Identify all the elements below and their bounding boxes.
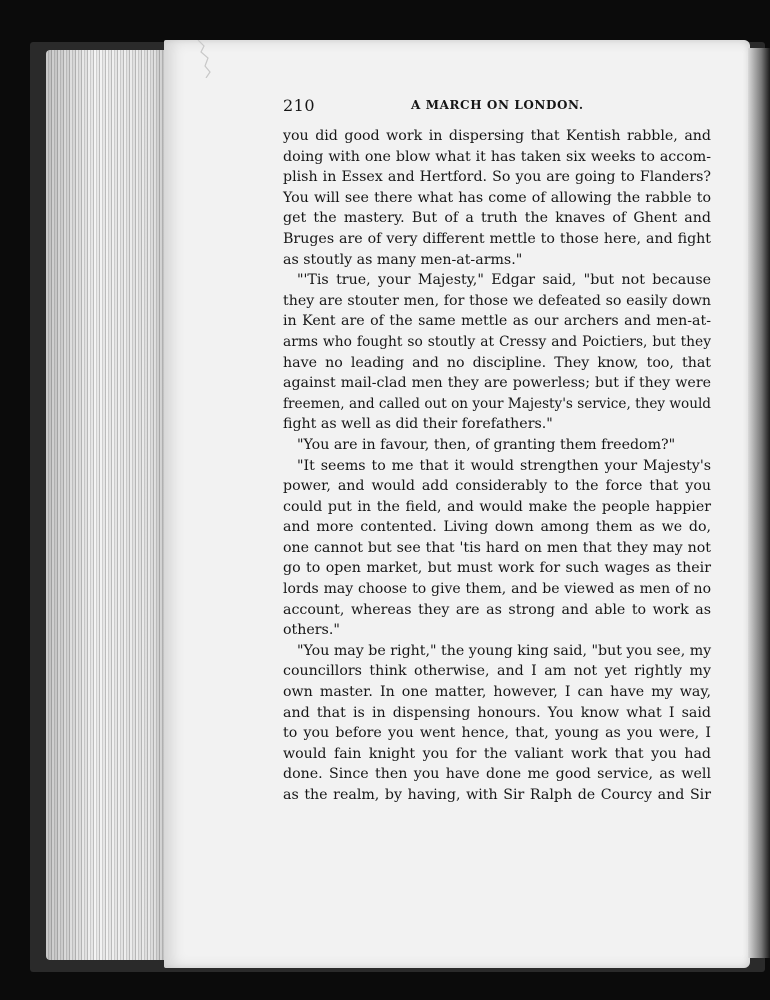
page-edges — [46, 50, 170, 960]
running-title: A MARCH ON LONDON. — [411, 98, 584, 112]
page-number: 210 — [283, 96, 316, 115]
text-line: Bruges are of very different mettle to those here, and fight — [283, 230, 711, 247]
text-line: would fain knight you for the valiant work that you had — [283, 745, 711, 762]
text-line: account, whereas they are as strong and able to work as — [283, 601, 711, 618]
text-line: lords may choose to give them, and be viewed as men of no — [283, 581, 711, 598]
text-line: you did good work in dispersing that Kentish rabble, and — [283, 128, 711, 144]
text-line: done. Since then you have done me good service, as well — [283, 766, 711, 783]
page-tear — [196, 40, 216, 78]
text-line: "'Tis true, your Majesty," Edgar said, "but not because — [297, 272, 711, 289]
text-line: as the realm, by having, with Sir Ralph de Courcy and Sir — [283, 787, 711, 803]
text-line: and more contented. Living down among them as we do, — [283, 519, 711, 536]
text-line: arms who fought so stoutly at Cressy and Poictiers, but they — [283, 333, 711, 350]
text-line: "You may be right," the young king said, "but you see, my — [297, 642, 712, 659]
text-line: own master. In one matter, however, I can have my way, — [283, 684, 711, 701]
text-line: to you before you went hence, that, young as you were, I — [283, 725, 711, 742]
text-line: plish in Essex and Hertford. So you are going to Flanders? — [283, 169, 711, 186]
text-line: they are stouter men, for those we defeated so easily down — [283, 292, 711, 309]
text-line: fight as well as did their forefathers." — [283, 416, 553, 433]
running-head — [283, 96, 711, 122]
text-line: get the mastery. But of a truth the knaves of Ghent and — [283, 210, 711, 227]
text-line: You will see there what has come of allowing the rabble to — [283, 189, 711, 206]
text-line: could put in the field, and would make the people happier — [283, 498, 711, 515]
body-text — [283, 126, 711, 806]
text-line: and that is in dispensing honours. You know what I said — [283, 704, 711, 721]
page-right-edge — [748, 48, 770, 958]
text-line: power, and would add considerably to the force that you — [283, 478, 711, 495]
text-line: councillors think otherwise, and I am not yet rightly my — [283, 663, 711, 680]
text-line: "It seems to me that it would strengthen your Majesty's — [297, 457, 711, 474]
text-line: doing with one blow what it has taken six weeks to accom- — [283, 148, 711, 165]
text-line: in Kent are of the same mettle as our archers and men-at- — [283, 313, 711, 330]
page-content — [283, 96, 711, 806]
text-line: against mail-clad men they are powerless; but if they were — [283, 375, 711, 392]
text-line: one cannot but see that 'tis hard on men that they may not — [283, 539, 711, 556]
text-line: others." — [283, 622, 340, 639]
text-line: go to open market, but must work for such wages as their — [283, 560, 711, 577]
text-line: have no leading and no discipline. They know, too, that — [283, 354, 711, 371]
text-line: freemen, and called out on your Majesty's service, they would — [283, 395, 711, 412]
text-line: as stoutly as many men-at-arms." — [283, 251, 523, 268]
text-line: "You are in favour, then, of granting them freedom?" — [297, 436, 676, 453]
